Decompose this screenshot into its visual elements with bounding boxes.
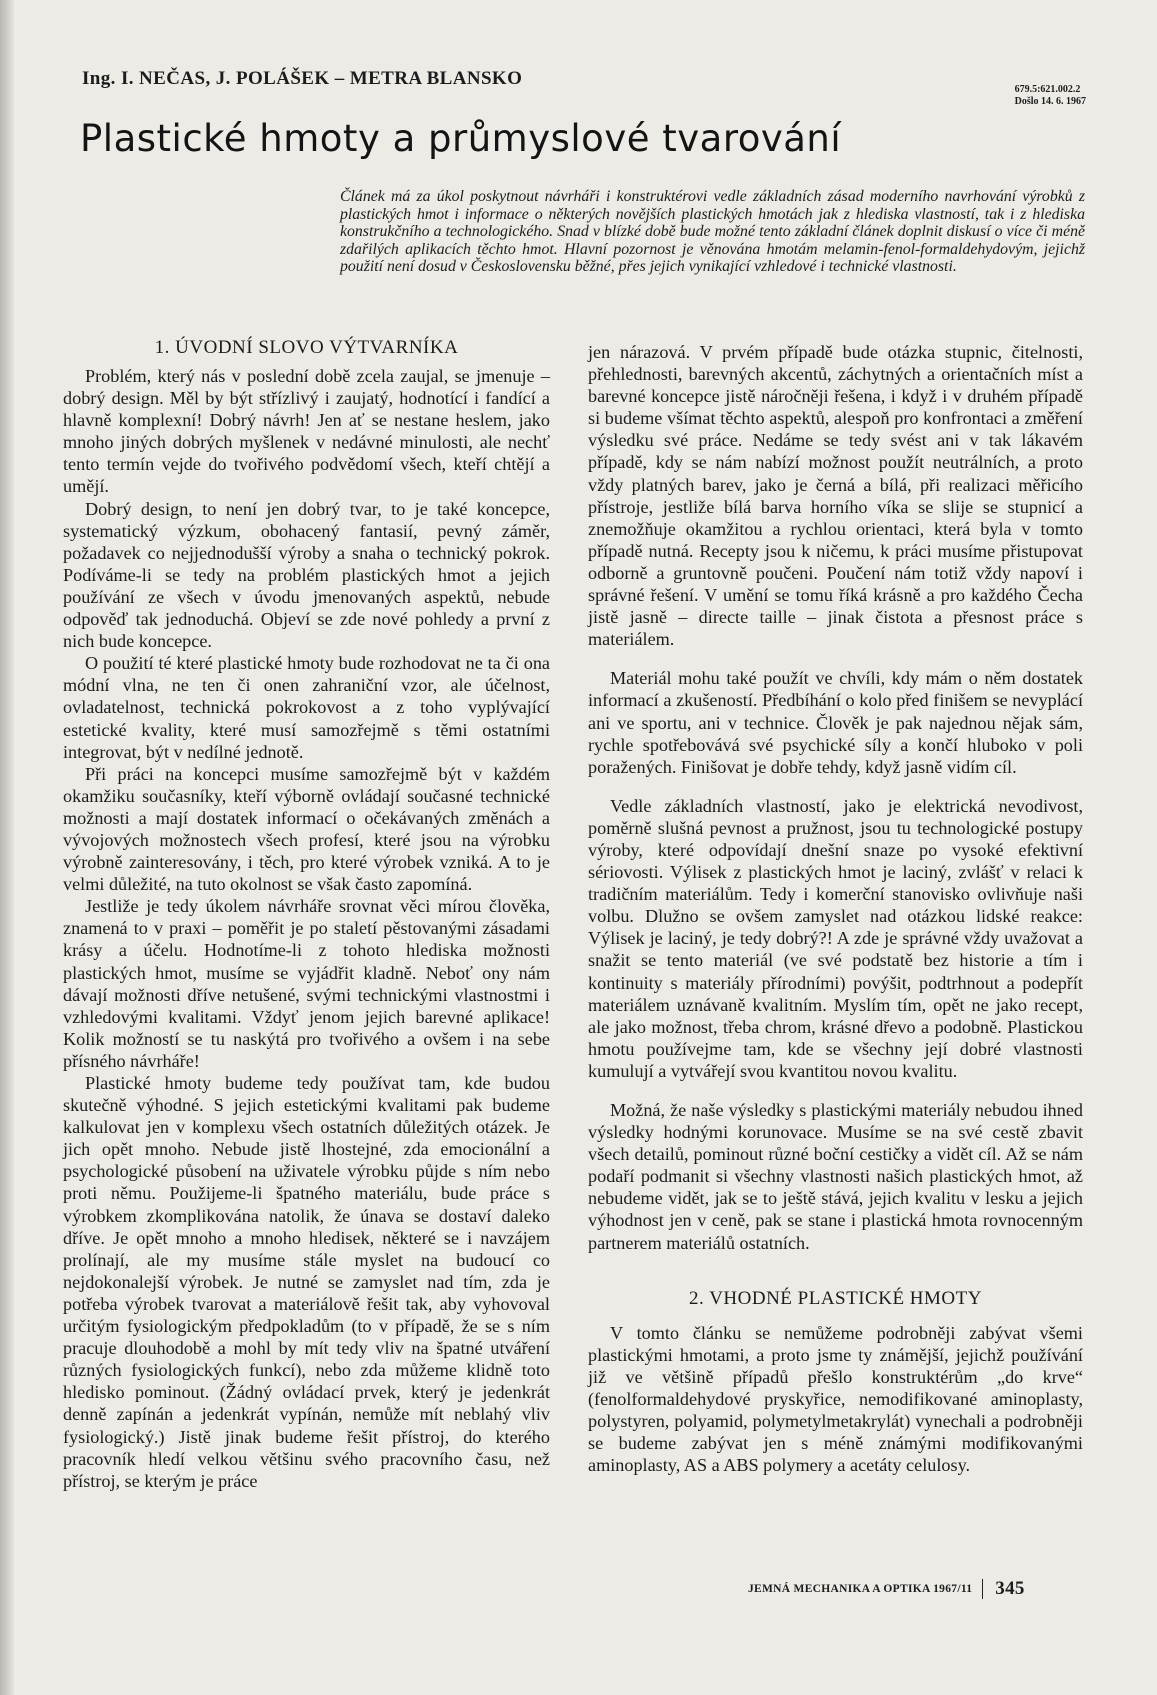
article-title: Plastické hmoty a průmyslové tvarování (80, 117, 842, 160)
page-number: 345 (995, 1578, 1025, 1599)
right-column (588, 341, 1083, 1476)
paragraph: Možná, že naše výsledky s plastickými materiály nebudou ihned výsledky hodnými korunovace. Musíme se na své cestě zbavit všech detailů, pominout různé boční cestičky a vidět cíl. Až se nám podaří podmanit si všechny vlastnosti našich plastických hmot, až nebudeme vidět, jak se to ještě stává, jejich kvalitu v lesku a jejich výhodnost jen v ceně, pak se stane i plastická hmota rovnocenným partnerem materiálů ostatních. (588, 1100, 1083, 1253)
paragraph: Dobrý design, to není jen dobrý tvar, to je také koncepce, systematický výzkum, obohacený fantasií, pevný záměr, požadavek co nejjednodušší výroby a snaha o technický pokrok. Podívámе-li se tedy na problém plastických hmot a jejich používání ze všech v úvodu jmenovaných aspektů, nebude odpověď tak jednoduchá. Objeví se zde nové pohledy a první z nich bude koncepce. (63, 498, 550, 652)
section-2-heading: 2. VHODNÉ PLASTICKÉ HMOTY (689, 1287, 982, 1309)
paragraph: Jestliže je tedy úkolem návrháře srovnat věci mírou člověka, znamená to v praxi – poměřit je po staletí pěstovanými zásadami krásy a účelu. Hodnotíme-li z tohoto hlediska možnosti plastických hmot, musíme se vyjádřit kladně. Neboť ony nám dávají možnosti dříve netušené, svými technickými vlastnostmi i vzhledovými kvalitami. Vždyť jenom jejich barevné aplikace! Kolik možností se tu naskýtá pro tvořivého a ovšem i na sebe přísného návrháře! (63, 896, 550, 1071)
paragraph: Plastické hmoty budeme tedy používat tam, kde budou skutečně výhodné. S jejich estetickými kvalitami pak budeme kalkulovat jen v komplexu všech ostatních důležitých otázek. Je jich opět mnoho. Nebude jistě lhostejné, zda emocionální a psychologické působení na uživatele výrobku půjde s ním nebo proti němu. Použijeme-li špatného materiálu, bude práce s výrobkem zkomplikována natolik, že únava se dostaví daleko dříve. Je opět mnoho a mnoho hledisek, některé se i navzájem prolínají, ale my musíme stále myslet na budoucí co nejdokonalejší výrobek. Je nutné se zamyslet nad tím, zda je potřeba výrobek tvarovat a materiálově řešit tak, aby vyhovoval určitým fysiologickým předpokladům (to v případě, že se s ním pracuje dlouhodobě a mohl by mít tedy vliv na špatné utváření různých fysiologických funkcí), nebo zda můžeme klidně toto hledisko pominout. (Žádný ovládací prvek, který je jedenkrát denně zapínán a jedenkrát vypínán, nemůže mít neblahý vliv fysiologický.) Jistě jinak budeme řešit přístroj, do kterého pracovník hledí velkou většinu svého pracovního času, než přístroj, se kterým je práce (63, 1073, 550, 1491)
authors-line: Ing. I. NEČAS, J. POLÁŠEK – METRA BLANSKO (82, 68, 523, 89)
paragraph: Materiál mohu také použít ve chvíli, kdy mám o něm dostatek informací a zkušeností. Předbíhání o kolo před finišem se nevyplácí ani ve sportu, ani v technice. Člověk je pak najednou nějak sám, rychle spotřebovává své psychické síly a končí hluboko v poli poražených. Finišovat je dobře tehdy, když jasně vidím cíl. (588, 668, 1083, 777)
footer-divider (982, 1579, 983, 1599)
article-abstract: Článek má za úkol poskytnout návrháři i konstruktérovi vedle základních zásad moderního navrhování výrobků z plastických hmot i informace o některých novějších plastických hmotách jak z hlediska vlastností, tak i z hlediska konstrukčního a technologického. Snad v blízké době bude možné tento základní článek doplnit diskusí o více či méně zdařilých aplikacích těchto hmot. Hlavní pozornost je věnována hmotám melamin-fenol-formaldehydovým, jejichž použití není dosud v Československu běžné, přes jejich vynikající vzhledové i technické vlastnosti. (340, 188, 1085, 275)
journal-name: JEMNÁ MECHANIKA A OPTIKA 1967/11 (748, 1583, 973, 1595)
left-column (63, 337, 550, 1492)
paragraph: Vedle základních vlastností, jako je elektrická nevodivost, poměrně slušná pevnost a pružnost, jsou tu technologické postupy výroby, které odpovídají dnešní snaze po vysoké efektivní sériovosti. Výlisek z plastických hmot je laciný, zvlášť v relaci k tradičním materiálům. Tedy i komerční stanovisko ovlivňuje naši volbu. Dlužno se ovšem zamyslet nad otázkou lidské reakce: Výlisek je laciný, je tedy dobrý?! A zde je správné vždy uvažovat a snažit se tento materiál (ve své podstatě bez historie a tím i kontinuity s materiály přírodními) povýšit, podtrhnout a podepřít materiálem uznávaně kvalitním. Myslím tím, opět ne jako recept, ale jako možnost, třeba chrom, krásné dřevo a podobně. Plastickou hmotu používejme tam, kde se všechny její dobré vlastnosti kumulují a vytvářejí svou kvantitou novou kvalitu. (588, 795, 1083, 1081)
received-date: Došlo 14. 6. 1967 (1014, 96, 1086, 107)
page-spine-shadow (0, 0, 14, 1695)
paragraph: Při práci na koncepci musíme samozřejmě být v každém okamžiku současníky, kteří výborně ovládají současné technické možnosti a mají dostatek informací o očekávaných změnách a vývojových možnostech všech profesí, které jsou na výrobku výrobně zainteresovány, i těch, pro které výrobek vzniká. A to je velmi důležité, na tuto okolnost se však často zapomíná. (63, 763, 550, 895)
section-1-heading: 1. ÚVODNÍ SLOVO VÝTVARNÍKA (154, 337, 459, 358)
udc-block (1015, 84, 1086, 108)
page-footer (748, 1578, 1025, 1600)
paragraph: V tomto článku se nemůžeme podrobněji zabývat všemi plastickými hmotami, a proto jsme ty známější, jejichž používání již ve většině případů přešlo konstruktérům „do krve“ (fenolformaldehydové pryskyřice, nemodifikované aminoplasty, polystyren, polyamid, polymetylmetakrylát) vynechali a podrobněji se budeme zabývat jen s méně známými modifikovanými aminoplasty, AS a ABS polymery a acetáty celulosy. (588, 1322, 1083, 1476)
paragraph-continued: jen nárazová. V prvém případě bude otázka stupnic, čitelnosti, přehlednosti, barevných akcentů, záchytných a orientačních míst a barevné koncepce jistě náročněji řešena, i když i v druhém případě si budeme všímat těchto aspektů, alespoň pro konfrontaci a změření výsledku své práce. Nedáme se tedy svést ani v tak lákavém případě, kdy se nám nabízí možnost použít neutrálních, a proto vždy platných barev, jako je černá a bílá, při realizaci měřicího přístroje, jestliže bílá barva horního víka se slije se stupnicí a znemožňuje okamžitou a rychlou orientaci, která byla v tomto případě nutná. Recepty jsou k ničemu, k práci musíme přistupovat odborně a gruntovně poučeni. Poučení nám totiž vždy napoví i správné řešení. V umění se tomu říká krásně a pro každého Čecha jistě jasně – directe taille – jinak čistota a přesnost práce s materiálem. (588, 342, 1083, 650)
paragraph: O použití té které plastické hmoty bude rozhodovat ne ta či ona módní vlna, ne ten či onen zahraniční vzor, ale účelnost, ovladatelnost, technická pokrokovost a z toho vyplývající estetické kvality, které musí samozřejmě s těmi ostatními integrovat, být v nedílné jednotě. (63, 653, 550, 762)
udc-code: 679.5:621.002.2 (1014, 84, 1081, 95)
paragraph: Problém, který nás v poslední době zcela zaujal, se jmenuje – dobrý design. Měl by být střízlivý i zaujatý, hodnotící i fandící a hlavně komplexní! Dobrý návrh! Jen ať se nestane heslem, jako mnoho jiných dobrých myšlenek v nedávné minulosti, ale nechť tento termín vejde do tvořivého podvědomí všech, kteří chtějí a umějí. (63, 366, 550, 497)
